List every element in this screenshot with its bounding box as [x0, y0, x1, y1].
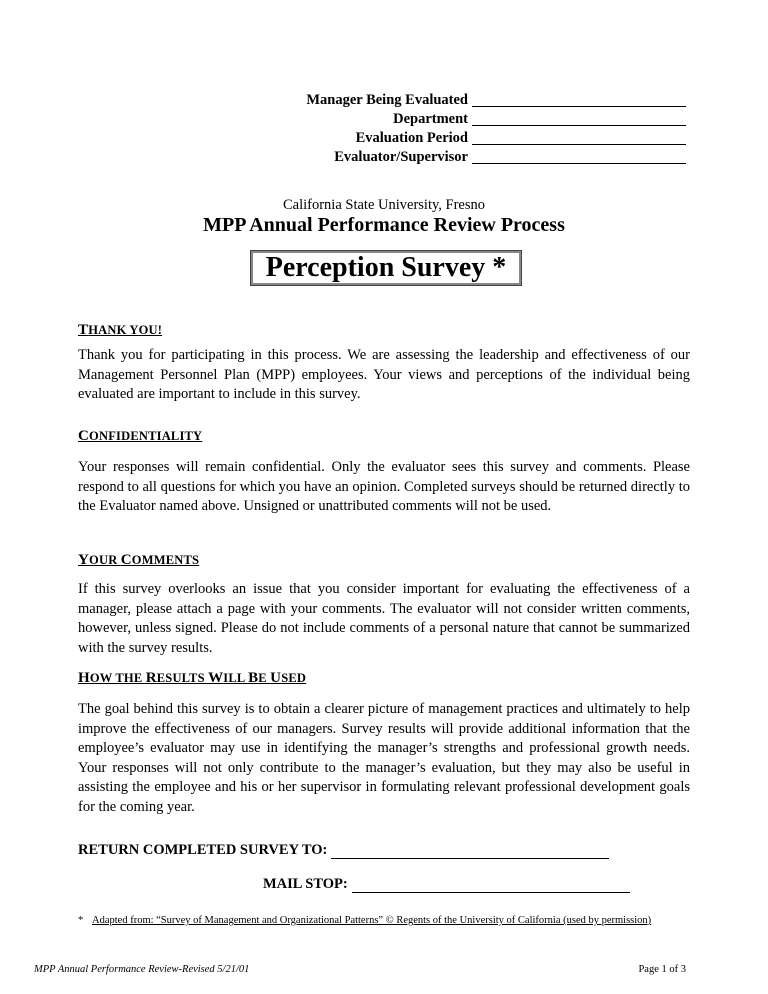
return-to-row [78, 842, 609, 859]
field-blank-line[interactable] [472, 110, 686, 126]
field-department [240, 109, 686, 128]
heading-cap: T [78, 322, 89, 338]
heading-cap: C [78, 428, 90, 444]
survey-title-box [250, 250, 522, 286]
return-to-label: RETURN COMPLETED SURVEY TO: [78, 842, 328, 858]
section-heading-your-comments [78, 552, 199, 569]
field-manager [240, 90, 686, 109]
heading-cap: H [78, 670, 90, 686]
field-label: Evaluation Period [355, 130, 468, 146]
section-heading-thank-you [78, 322, 162, 339]
section-text-results-usage: The goal behind this survey is to obtain a clearer picture of management practices and ultimately to help improve the effectiveness of our managers. Survey results will provide additional information that the employee’s evaluator may use in identifying the manager’s strengths and professional growth needs. Your responses will not only contribute to the manager’s evaluation, but they may also be useful in assisting the employee and his or her supervisor in formulating relevant professional development goals for the coming year. [78, 701, 690, 815]
footnote-text: Adapted from: “Survey of Management and Organizational Patterns” © Regents of the University of California (used by permission) [92, 915, 652, 926]
heading-rest: ESULTS [156, 671, 209, 685]
field-blank-line[interactable] [472, 129, 686, 145]
heading-cap: R [145, 670, 157, 686]
survey-title: Perception Survey * [265, 252, 507, 283]
footer-revision: MPP Annual Performance Review-Revised 5/21/01 [34, 964, 250, 975]
section-heading-results-usage [78, 670, 306, 687]
section-text-confidentiality: Your responses will remain confidential. Only the evaluator sees this survey and comments. Please respond to all questions for which you have an opinion. Completed surveys should be returned directly to the Evaluator named above. Unsigned or unattributed comments will not be used. [78, 459, 690, 514]
footer-page-number: Page 1 of 3 [638, 964, 686, 975]
section-heading-confidentiality [78, 428, 202, 445]
section-text-thank-you: Thank you for participating in this process. We are assessing the leadership and effectiveness of our Management Personnel Plan (MPP) employees. Your views and perceptions of the individual being evaluated are important to include in this survey. [78, 347, 690, 402]
field-evaluator [240, 147, 686, 166]
heading-rest: OW THE [89, 671, 146, 685]
mail-stop-label: MAIL STOP: [263, 876, 348, 892]
field-evaluation-period [240, 128, 686, 147]
field-label: Evaluator/Supervisor [334, 149, 468, 165]
heading-rest: ILL [223, 671, 249, 685]
section-text-your-comments: If this survey overlooks an issue that you consider important for evaluating the effectiveness of a manager, please attach a page with your comments. The evaluator will not consider written comments, however, unless signed. Please do not include comments of a personal nature that cannot be summarized with the survey results. [78, 581, 690, 656]
field-label: Department [393, 111, 468, 127]
heading-cap: B [248, 670, 259, 686]
heading-rest: OMMENTS [131, 553, 200, 567]
heading-rest: OUR [89, 553, 121, 567]
return-to-blank-line[interactable] [331, 843, 609, 859]
heading-cap: W [208, 670, 224, 686]
heading-rest: ONFIDENTIALITY [89, 429, 203, 443]
process-title: MPP Annual Performance Review Process [203, 214, 565, 236]
field-blank-line[interactable] [472, 91, 686, 107]
footnote [78, 914, 688, 927]
mail-stop-blank-line[interactable] [352, 877, 630, 893]
header-fields [240, 90, 686, 166]
heading-rest: E [258, 671, 271, 685]
heading-cap: C [120, 552, 132, 568]
field-label: Manager Being Evaluated [306, 92, 468, 108]
field-blank-line[interactable] [472, 148, 686, 164]
heading-cap: Y [78, 552, 90, 568]
mail-stop-row [263, 876, 630, 893]
heading-rest: HANK YOU! [88, 323, 163, 337]
footnote-marker: * [78, 915, 84, 926]
heading-cap: U [270, 670, 282, 686]
university-name: California State University, Fresno [282, 197, 486, 213]
heading-rest: SED [281, 671, 307, 685]
